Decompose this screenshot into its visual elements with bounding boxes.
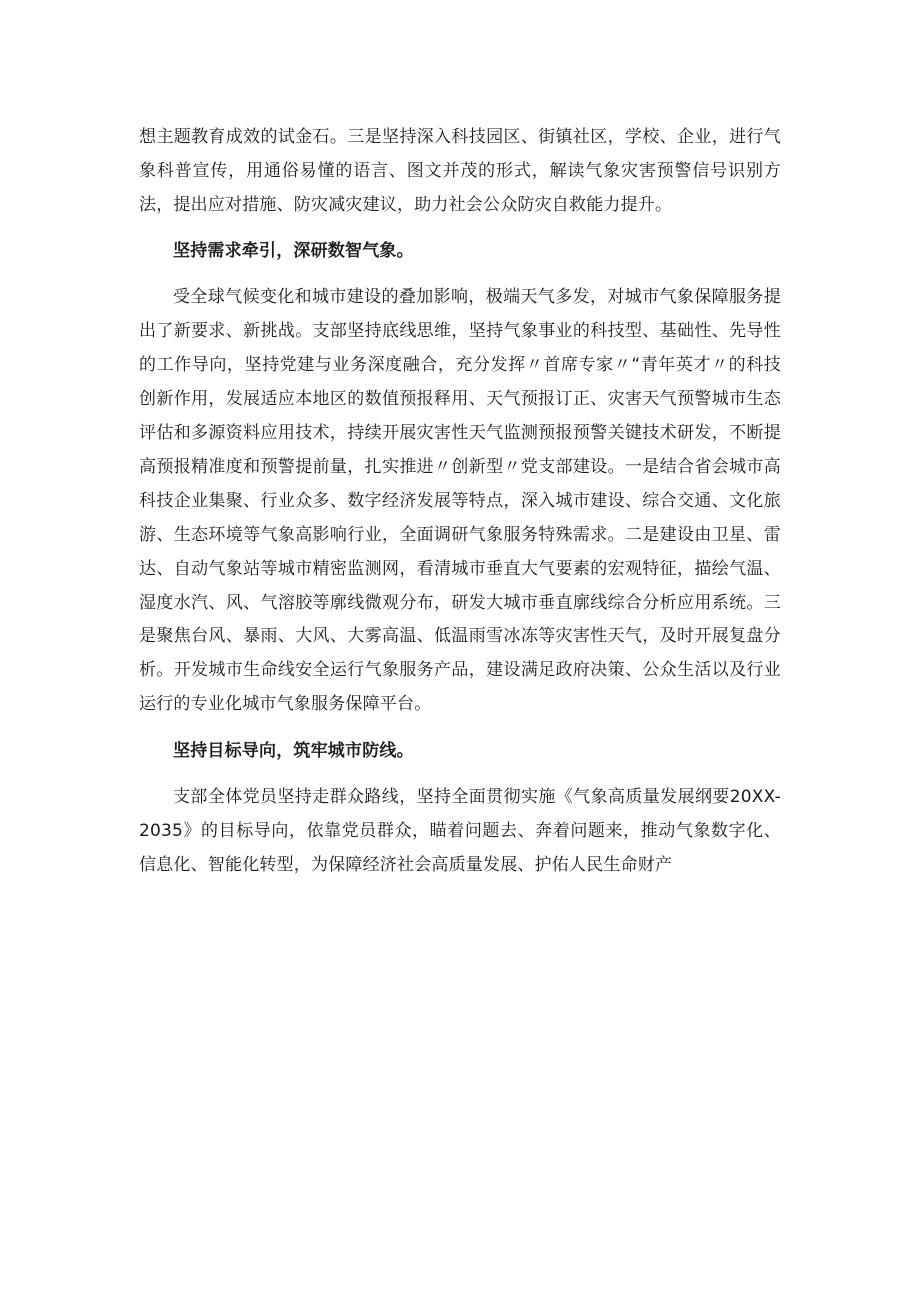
- paragraph-demand-body: 受全球气候变化和城市建设的叠加影响，极端天气多发，对城市气象保障服务提出了新要求、新挑战。支部坚持底线思维，坚持气象事业的科技型、基础性、先导性的工作导向，坚持党建与业务深度融合，充分发挥〃首席专家〃“青年英才〃的科技创新作用，发展适应本地区的数值预报释用、天气预报订正、灾害天气预警城市生态评估和多源资料应用技术，持续开展灾害性天气监测预报预警关键技术研发，不断提高预报精准度和预警提前量，扎实推进〃创新型〃党支部建设。一是结合省会城市高科技企业集聚、行业众多、数字经济发展等特点，深入城市建设、综合交通、文化旅游、生态环境等气象高影响行业，全面调研气象服务特殊需求。二是建设由卫星、雷达、自动气象站等城市精密监测网，看清城市垂直大气要素的宏观特征，描绘气温、湿度水汽、风、气溶胶等廓线微观分布，研发大城市垂直廓线综合分析应用系统。三是聚焦台风、暴雨、大风、大雾高温、低温雨雪冰冻等灾害性天气，及时开展复盘分析。开发城市生命线安全运行气象服务产品，建设满足政府决策、公众生活以及行业运行的专业化城市气象服务保障平台。: [139, 287, 781, 715]
- section-heading-goal: 坚持目标导向，筑牢城市防线。: [173, 740, 414, 761]
- paragraph-continuation: 想主题教育成效的试金石。三是坚持深入科技园区、街镇社区，学校、企业，进行气象科普宣传，用通俗易懂的语言、图文并茂的形式，解读气象灾害预警信号识别方法，提出应对措施、防灾减灾建议，助力社会公众防灾自救能力提升。: [139, 127, 781, 215]
- document-page: [139, 121, 781, 895]
- paragraph-goal-body: 支部全体党员坚持走群众路线，坚持全面贯彻实施《气象高质量发展纲要20XX-2035》的目标导向，依靠党员群众，瞄着问题去、奔着问题来，推动气象数字化、信息化、智能化转型，为保障经济社会高质量发展、护佑人民生命财产: [139, 786, 781, 875]
- section-heading-demand: 坚持需求牵引，深研数智气象。: [173, 241, 414, 262]
